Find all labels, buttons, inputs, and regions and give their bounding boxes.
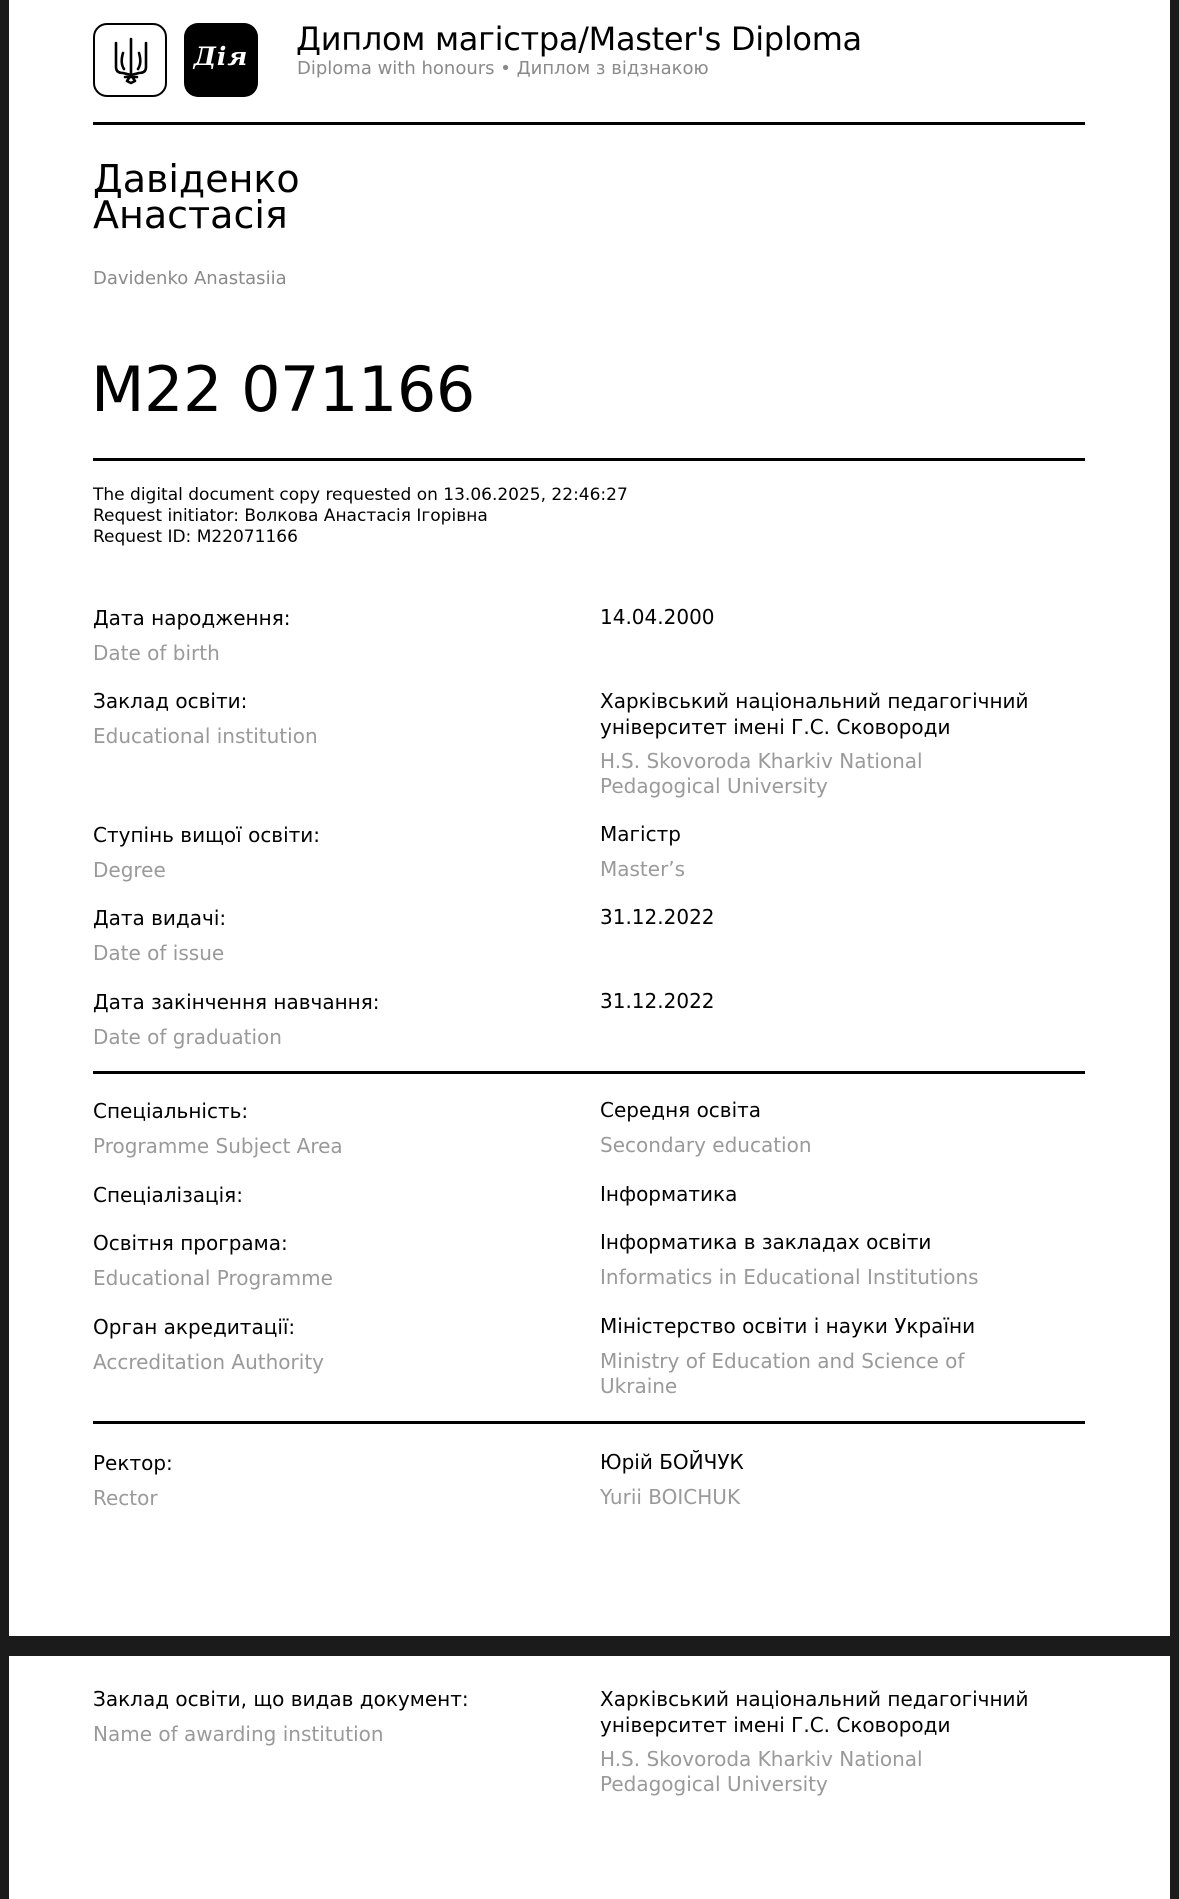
issue-date-label-en: Date of issue: [93, 941, 225, 965]
holder-surname: Давіденко: [93, 157, 300, 201]
trident-icon: [93, 23, 167, 97]
issue-date-value: 31.12.2022: [600, 905, 715, 929]
divider: [93, 458, 1085, 461]
institution-label-uk: Заклад освіти:: [93, 689, 248, 713]
degree-value-uk: Магістр: [600, 822, 681, 846]
holder-name-uk: [93, 157, 593, 237]
diploma-page-2: [9, 1656, 1170, 1899]
document-subtitle: Diploma with honours • Диплом з відзнакою: [297, 58, 709, 79]
divider: [93, 1071, 1085, 1074]
rector-label-uk: Ректор:: [93, 1451, 173, 1475]
institution-value-en-2: Pedagogical University: [600, 774, 828, 798]
divider: [93, 122, 1085, 125]
institution-value-en-1: H.S. Skovoroda Kharkiv National: [600, 749, 923, 773]
speciality-label-uk: Спеціальність:: [93, 1099, 249, 1123]
birth-label-en: Date of birth: [93, 641, 220, 665]
awarding-value-uk-2: університет імені Г.С. Сковороди: [600, 1713, 951, 1737]
request-initiator: Request initiator: Волкова Анастасія Ігорівна: [93, 506, 488, 526]
graduation-date-label-en: Date of graduation: [93, 1025, 282, 1049]
diia-logo: [184, 23, 258, 97]
programme-label-uk: Освітня програма:: [93, 1231, 288, 1255]
institution-value-uk-2: університет імені Г.С. Сковороди: [600, 715, 951, 739]
accreditation-value-en-2: Ukraine: [600, 1374, 678, 1398]
accreditation-value-en-1: Ministry of Education and Science of: [600, 1349, 965, 1373]
specialization-label-uk: Спеціалізація:: [93, 1183, 243, 1207]
awarding-label-uk: Заклад освіти, що видав документ:: [93, 1687, 469, 1711]
holder-given-name: Анастасія: [93, 193, 288, 237]
graduation-date-label-uk: Дата закінчення навчання:: [93, 990, 380, 1014]
issue-date-label-uk: Дата видачі:: [93, 906, 227, 930]
holder-name-en: Davidenko Anastasiia: [93, 268, 287, 289]
degree-label-en: Degree: [93, 858, 166, 882]
diia-logo-text: Дія: [193, 42, 249, 71]
graduation-date-value: 31.12.2022: [600, 989, 715, 1013]
degree-value-en: Master’s: [600, 857, 686, 881]
awarding-value-uk-1: Харківський національний педагогічний: [600, 1687, 1029, 1711]
birth-value: 14.04.2000: [600, 605, 715, 629]
request-date: The digital document copy requested on 13.06.2025, 22:46:27: [93, 485, 628, 505]
awarding-value-en-2: Pedagogical University: [600, 1772, 828, 1796]
speciality-label-en: Programme Subject Area: [93, 1134, 343, 1158]
rector-value-en: Yurii BOICHUK: [600, 1485, 741, 1509]
specialization-value-uk: Інформатика: [600, 1182, 738, 1206]
degree-label-uk: Ступінь вищої освіти:: [93, 823, 321, 847]
rector-label-en: Rector: [93, 1486, 158, 1510]
programme-label-en: Educational Programme: [93, 1266, 333, 1290]
document-number: M22 071166: [91, 353, 475, 426]
request-id: Request ID: M22071166: [93, 527, 298, 547]
accreditation-label-en: Accreditation Authority: [93, 1350, 324, 1374]
programme-value-uk: Інформатика в закладах освіти: [600, 1230, 932, 1254]
diploma-page-1: [9, 0, 1170, 1636]
accreditation-label-uk: Орган акредитації:: [93, 1315, 296, 1339]
awarding-label-en: Name of awarding institution: [93, 1722, 384, 1746]
birth-label-uk: Дата народження:: [93, 606, 291, 630]
speciality-value-uk: Середня освіта: [600, 1098, 762, 1122]
awarding-value-en-1: H.S. Skovoroda Kharkiv National: [600, 1747, 923, 1771]
accreditation-value-uk: Міністерство освіти і науки України: [600, 1314, 976, 1338]
institution-value-uk-1: Харківський національний педагогічний: [600, 689, 1029, 713]
speciality-value-en: Secondary education: [600, 1133, 812, 1157]
programme-value-en: Informatics in Educational Institutions: [600, 1265, 979, 1289]
rector-value-uk: Юрій БОЙЧУК: [600, 1450, 744, 1474]
document-title: Диплом магістра/Master's Diploma: [296, 20, 862, 58]
institution-label-en: Educational institution: [93, 724, 318, 748]
divider: [93, 1421, 1085, 1424]
